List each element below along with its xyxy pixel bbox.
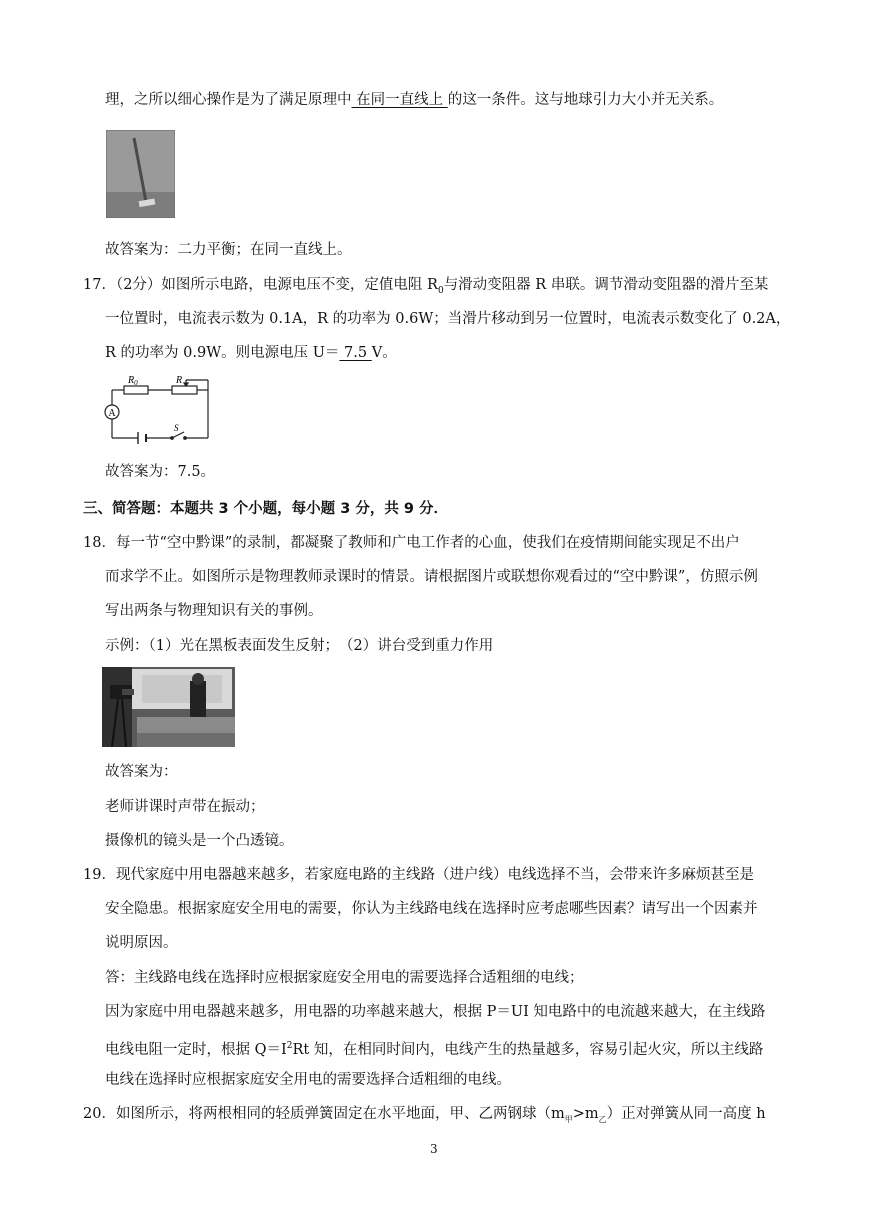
subscript: 0 bbox=[437, 285, 444, 296]
answer-underline: 7.5 bbox=[339, 345, 372, 361]
answer-19-line-3 bbox=[105, 1036, 763, 1060]
classroom-photo-illustration bbox=[102, 667, 235, 747]
answer-18-item-2: 摄像机的镜头是一个凸透镜。 bbox=[105, 833, 294, 849]
answer-16: 故答案为：二力平衡；在同一直线上。 bbox=[105, 242, 352, 258]
question-19-line-3: 说明原因。 bbox=[105, 935, 178, 951]
text: 理，之所以细心操作是为了满足原理中 bbox=[105, 92, 352, 108]
answer-19-line-1: 答：主线路电线在选择时应根据家庭安全用电的需要选择合适粗细的电线； bbox=[105, 970, 584, 986]
subscript: 甲 bbox=[564, 1114, 573, 1124]
question-17-line-3 bbox=[105, 343, 397, 363]
r-label: R bbox=[176, 375, 183, 386]
answer-19-line-4: 电线在选择时应根据家庭安全用电的需要选择合适粗细的电线。 bbox=[105, 1072, 511, 1088]
pole-photo bbox=[106, 130, 175, 218]
ammeter-label: A bbox=[108, 408, 116, 419]
question-18-example: 示例：（1）光在黑板表面发生反射； （2）讲台受到重力作用 bbox=[105, 638, 494, 654]
text: 20．如图所示，将两根相同的轻质弹簧固定在水平地面，甲、乙两钢球（m bbox=[83, 1106, 565, 1122]
superscript: 2 bbox=[286, 1041, 293, 1051]
subscript: 乙 bbox=[598, 1114, 607, 1124]
text-line bbox=[105, 90, 723, 110]
r0-label: $R_0$ bbox=[128, 375, 138, 387]
switch-label: S bbox=[174, 423, 179, 433]
text: 的这一条件。这与地球引力大小并无关系。 bbox=[447, 92, 724, 108]
question-19-line-2: 安全隐患。根据家庭安全用电的需要，你认为主线路电线在选择时应考虑哪些因素？请写出一个因素并 bbox=[105, 901, 758, 917]
text: Rt 知，在相同时间内，电线产生的热量越多，容易引起火灾，所以主线路 bbox=[292, 1041, 764, 1058]
question-18-line-2: 而求学不止。如图所示是物理教师录课时的情景。请根据图片或联想你观看过的“空中黔课”，仿照示例 bbox=[105, 569, 758, 585]
question-18-line-3: 写出两条与物理知识有关的事例。 bbox=[105, 603, 323, 619]
text: 与滑动变阻器 R 串联。调节滑动变阻器的滑片至某 bbox=[443, 277, 769, 293]
pole-photo-illustration bbox=[106, 130, 175, 218]
classroom-photo bbox=[102, 667, 235, 747]
text: 电线电阻一定时，根据 Q＝I bbox=[105, 1041, 287, 1058]
answer-18-heading: 故答案为： bbox=[105, 764, 178, 780]
text: ）正对弹簧从同一高度 h bbox=[606, 1106, 766, 1122]
answer-underline: 在同一直线上 bbox=[351, 92, 448, 108]
text: R 的功率为 0.9W。则电源电压 U＝ bbox=[105, 345, 340, 361]
page-number: 3 bbox=[430, 1142, 438, 1156]
answer-17: 故答案为：7.5。 bbox=[105, 464, 216, 480]
question-19-line-1: 19．现代家庭中用电器越来越多，若家庭电路的主线路（进户线）电线选择不当，会带来许多麻烦甚至是 bbox=[83, 867, 754, 883]
text: >m bbox=[572, 1106, 599, 1122]
question-17-line-1 bbox=[83, 275, 768, 301]
question-20-line-1 bbox=[83, 1104, 766, 1130]
text: 17．（2分）如图所示电路，电源电压不变，定值电阻 R bbox=[83, 277, 438, 293]
text: V。 bbox=[371, 345, 397, 361]
question-17-line-2: 一位置时，电流表示数为 0.1A，R 的功率为 0.6W；当滑片移动到另一位置时，电流表示数变化了 0.2A， bbox=[105, 311, 791, 327]
resistor-r0 bbox=[124, 386, 148, 394]
section-heading: 三、简答题：本题共 3 个小题，每小题 3 分，共 9 分． bbox=[83, 501, 449, 517]
answer-18-item-1: 老师讲课时声带在振动； bbox=[105, 799, 265, 815]
question-18-line-1: 18．每一节“空中黔课”的录制，都凝聚了教师和广电工作者的心血，使我们在疫情期间能实现足不出户 bbox=[83, 535, 740, 551]
answer-19-line-2: 因为家庭中用电器越来越多，用电器的功率越来越大，根据 P＝UI 知电路中的电流越来越大，在主线路 bbox=[105, 1004, 766, 1020]
resistor-r bbox=[172, 386, 197, 394]
circuit-diagram bbox=[100, 372, 215, 444]
